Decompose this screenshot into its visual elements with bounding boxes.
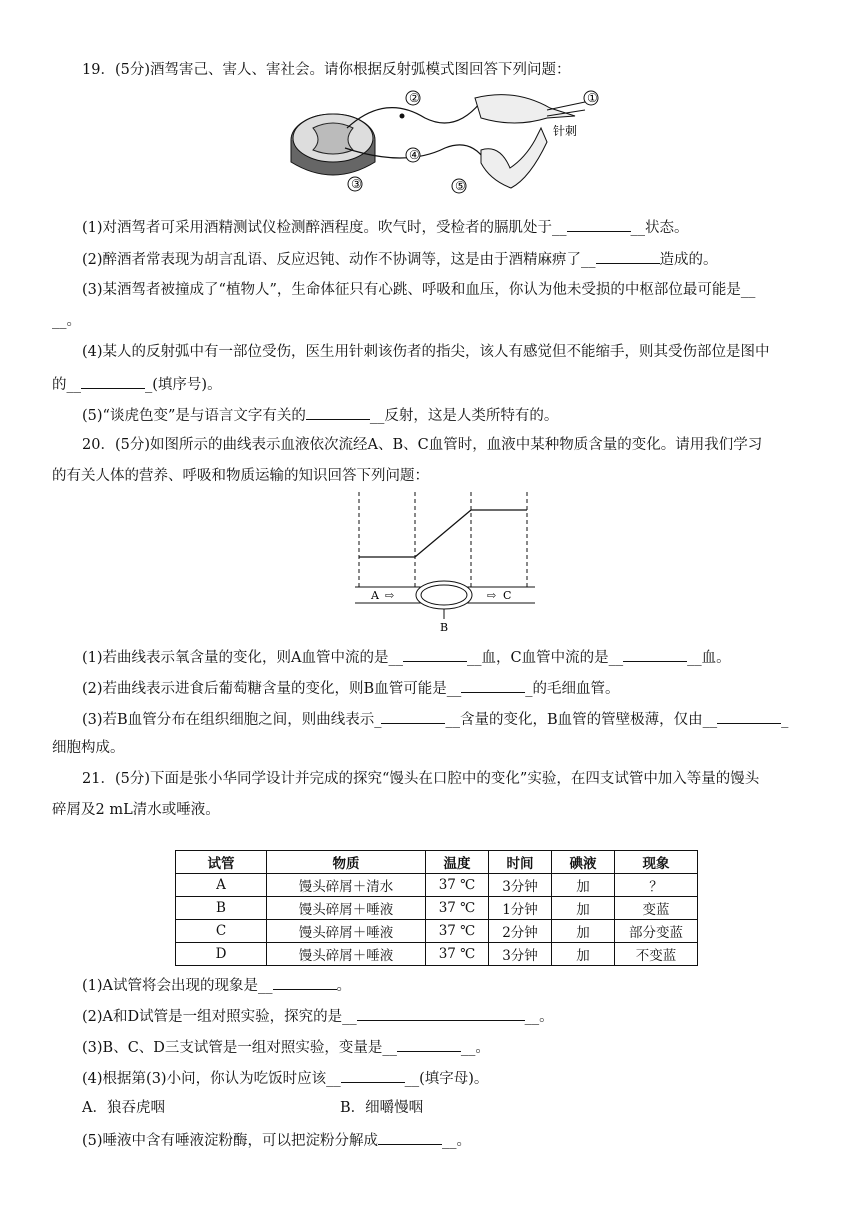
table-cell: 加 xyxy=(552,874,615,897)
table-cell: 1分钟 xyxy=(489,897,552,920)
q19-sub2: (2)醉酒者常表现为胡言乱语、反应迟钝、动作不协调等，这是由于酒精麻痹了__ 造成的。 xyxy=(82,248,718,270)
table-cell: 3分钟 xyxy=(489,943,552,966)
table-row xyxy=(176,943,698,966)
table-cell: 37 ℃ xyxy=(426,897,489,920)
answer-blank[interactable] xyxy=(357,1005,525,1021)
table-cell: B xyxy=(176,897,267,920)
q19-sub3: (3)某酒驾者被撞成了“植物人”，生命体征只有心跳、呼吸和血压，你认为他未受损的中枢部位最可能是__ xyxy=(82,282,756,298)
vessel-b-label: B xyxy=(440,621,449,634)
answer-blank[interactable] xyxy=(461,677,525,693)
fig-label-4: ④ xyxy=(409,148,420,162)
answer-blank[interactable] xyxy=(567,216,631,232)
table-cell: ？ xyxy=(615,874,698,897)
q19-sub3-cont: __。 xyxy=(52,313,81,329)
table-row xyxy=(176,897,698,920)
table-cell: 37 ℃ xyxy=(426,943,489,966)
table-cell: D xyxy=(176,943,267,966)
table-cell: 加 xyxy=(552,897,615,920)
table-cell: 馒头碎屑＋清水 xyxy=(267,874,426,897)
table-cell: 变蓝 xyxy=(615,897,698,920)
answer-blank[interactable] xyxy=(623,646,687,662)
q21-sub1: (1)A试管将会出现的现象是__ 。 xyxy=(82,974,351,996)
fig-pin-label: 针刺 xyxy=(553,124,578,138)
blood-vessel-figure xyxy=(355,492,535,632)
q20-sub1: (1)若曲线表示氧含量的变化，则A血管中流的是__ __血，C血管中流的是__ __血。 xyxy=(82,646,731,668)
q20-sub2: (2)若曲线表示进食后葡萄糖含量的变化，则B血管可能是__ _的毛细血管。 xyxy=(82,677,619,699)
q20-stem-cont: 的有关人体的营养、呼吸和物质运输的知识回答下列问题： xyxy=(52,468,429,484)
answer-blank[interactable] xyxy=(378,1129,442,1145)
q19-sub1: (1)对酒驾者可采用酒精测试仪检测醉酒程度。吹气时，受检者的膈肌处于__ __状态。 xyxy=(82,216,689,238)
fig-label-5: ⑤ xyxy=(455,179,466,193)
col-header: 碘液 xyxy=(552,851,615,874)
table-cell: C xyxy=(176,920,267,943)
table-cell: 37 ℃ xyxy=(426,874,489,897)
q21-sub4: (4)根据第(3)小问，你认为吃饭时应该__ __(填字母)。 xyxy=(82,1067,488,1089)
q21-option-a[interactable]: A．狼吞虎咽 xyxy=(82,1100,165,1116)
answer-blank[interactable] xyxy=(341,1067,405,1083)
q21-sub5: (5)唾液中含有唾液淀粉酶，可以把淀粉分解成 __。 xyxy=(82,1129,471,1151)
table-cell: A xyxy=(176,874,267,897)
fig-label-3: ③ xyxy=(351,177,362,191)
q21-stem: 21．(5分)下面是张小华同学设计并完成的探究“馒头在口腔中的变化”实验，在四支试管中加入等量的馒头 xyxy=(82,771,760,787)
answer-blank[interactable] xyxy=(273,974,337,990)
table-cell: 馒头碎屑＋唾液 xyxy=(267,897,426,920)
q20-sub3-cont: 细胞构成。 xyxy=(52,740,125,756)
table-row xyxy=(176,920,698,943)
col-header: 物质 xyxy=(267,851,426,874)
table-cell: 3分钟 xyxy=(489,874,552,897)
vessel-c-label: C xyxy=(503,589,512,602)
col-header: 现象 xyxy=(615,851,698,874)
fig-label-1: ① xyxy=(587,91,598,105)
reflex-arc-figure xyxy=(285,88,615,200)
table-cell: 馒头碎屑＋唾液 xyxy=(267,943,426,966)
col-header: 温度 xyxy=(426,851,489,874)
table-cell: 部分变蓝 xyxy=(615,920,698,943)
q20-sub3: (3)若B血管分布在组织细胞之间，则曲线表示_ __含量的变化，B血管的管壁极薄，仅由__ _ xyxy=(82,708,788,730)
experiment-table xyxy=(175,850,698,966)
vessel-a-arrow: ⇨ xyxy=(385,589,395,602)
table-cell: 37 ℃ xyxy=(426,920,489,943)
q19-sub5: (5)“谈虎色变”是与语言文字有关的 __反射，这是人类所特有的。 xyxy=(82,404,558,426)
q21-sub3: (3)B、C、D三支试管是一组对照实验，变量是__ __。 xyxy=(82,1036,490,1058)
col-header: 时间 xyxy=(489,851,552,874)
fig-label-2: ② xyxy=(409,91,420,105)
table-cell: 加 xyxy=(552,920,615,943)
q21-stem-cont: 碎屑及2 mL清水或唾液。 xyxy=(52,802,220,818)
table-cell: 2分钟 xyxy=(489,920,552,943)
answer-blank[interactable] xyxy=(397,1036,461,1052)
table-header-row xyxy=(176,851,698,874)
table-row xyxy=(176,874,698,897)
q19-sub4-cont: 的__ _(填序号)。 xyxy=(52,373,222,395)
answer-blank[interactable] xyxy=(306,404,370,420)
q21-sub2: (2)A和D试管是一组对照实验，探究的是__ __。 xyxy=(82,1005,554,1027)
answer-blank[interactable] xyxy=(81,373,145,389)
vessel-c-arrow: ⇨ xyxy=(487,589,497,602)
vessel-a-label: A xyxy=(371,589,379,602)
q19-sub4: (4)某人的反射弧中有一部位受伤，医生用针刺该伤者的指尖，该人有感觉但不能缩手，则其受伤部位是图中 xyxy=(82,344,770,360)
table-cell: 馒头碎屑＋唾液 xyxy=(267,920,426,943)
answer-blank[interactable] xyxy=(717,708,781,724)
answer-blank[interactable] xyxy=(596,248,660,264)
q20-stem: 20．(5分)如图所示的曲线表示血液依次流经A、B、C血管时，血液中某种物质含量的变化。请用我们学习 xyxy=(82,437,763,453)
answer-blank[interactable] xyxy=(381,708,445,724)
q21-option-b[interactable]: B．细嚼慢咽 xyxy=(340,1100,424,1116)
col-header: 试管 xyxy=(176,851,267,874)
q19-stem: 19．(5分)酒驾害己、害人、害社会。请你根据反射弧模式图回答下列问题： xyxy=(82,62,571,78)
answer-blank[interactable] xyxy=(403,646,467,662)
table-cell: 不变蓝 xyxy=(615,943,698,966)
table-cell: 加 xyxy=(552,943,615,966)
